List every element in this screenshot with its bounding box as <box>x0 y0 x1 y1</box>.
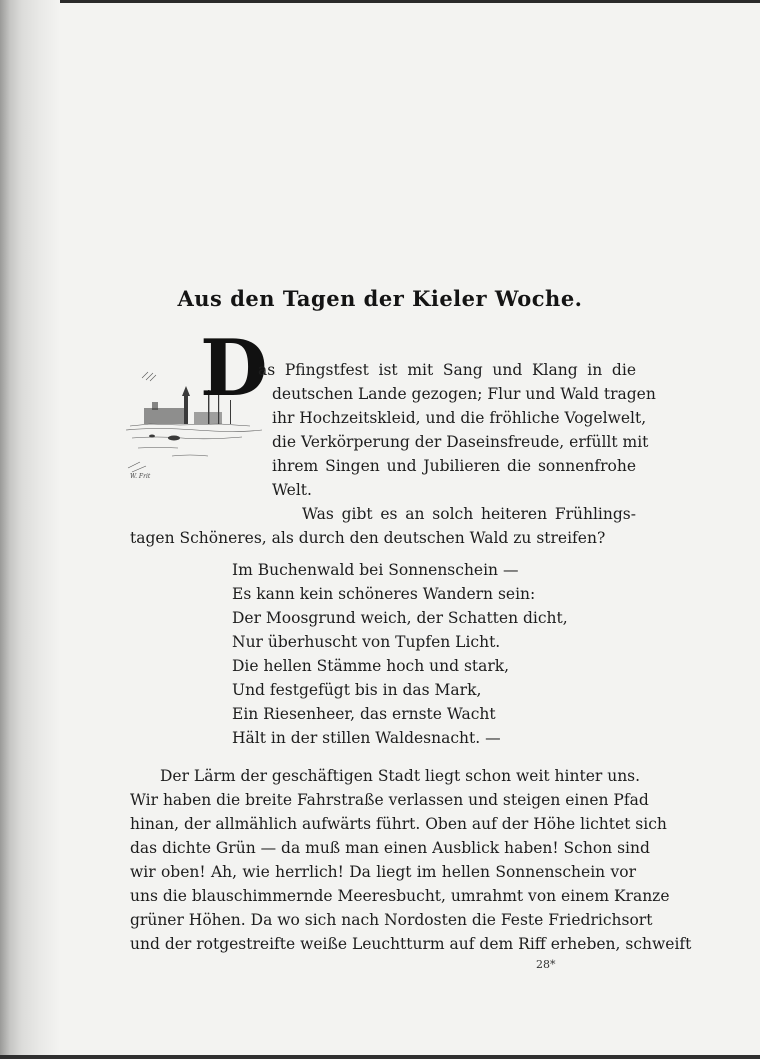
poem-line: Der Moosgrund weich, der Schatten dicht, <box>232 609 568 627</box>
poem-line: Es kann kein schöneres Wandern sein: <box>232 585 536 603</box>
paragraph-line: wir oben! Ah, wie herrlich! Da liegt im hellen Sonnenschein vor <box>130 863 636 881</box>
poem-line: Und festgefügt bis in das Mark, <box>232 681 482 699</box>
paragraph-line: Was gibt es an solch heiteren Frühlings- <box>302 505 636 523</box>
paragraph-line: deutschen Lande gezogen; Flur und Wald tragen <box>272 385 656 403</box>
svg-text:W. Frit: W. Frit <box>130 473 151 480</box>
page-top-edge <box>0 0 760 3</box>
paragraph-line: grüner Höhen. Da wo sich nach Nordosten die Feste Friedrichsort <box>130 911 653 929</box>
book-gutter-shadow <box>0 0 60 1059</box>
page-number: 28* <box>536 958 556 971</box>
paragraph-line: Wir haben die breite Fahrstraße verlassen und steigen einen Pfad <box>130 791 649 809</box>
paragraph-line: uns die blauschimmernde Meeresbucht, umrahmt von einem Kranze <box>130 887 670 905</box>
paragraph-line: das dichte Grün — da muß man einen Ausblick haben! Schon sind <box>130 839 650 857</box>
paragraph-line: Welt. <box>272 481 312 499</box>
paragraph-line: hinan, der allmählich aufwärts führt. Oben auf der Höhe lichtet sich <box>130 815 667 833</box>
paragraph-line: ihrem Singen und Jubilieren die sonnenfrohe <box>272 457 636 475</box>
paragraph-line: die Verkörperung der Daseinsfreude, erfüllt mit <box>272 433 649 451</box>
paragraph-line: und der rotgestreifte weiße Leuchtturm auf dem Riff erheben, schweift <box>130 935 692 953</box>
paragraph-line: Der Lärm der geschäftigen Stadt liegt schon weit hinter uns. <box>160 767 641 785</box>
chapter-title: Aus den Tagen der Kieler Woche. <box>177 286 583 311</box>
paragraph-line: as Pfingstfest ist mit Sang und Klang in die <box>258 361 636 379</box>
poem-line: Im Buchenwald bei Sonnenschein — <box>232 561 519 579</box>
page-bottom-edge <box>0 1055 760 1059</box>
paragraph-line: ihr Hochzeitskleid, und die fröhliche Vogelwelt, <box>272 409 647 427</box>
poem-line: Nur überhuscht von Tupfen Licht. <box>232 633 501 651</box>
poem-line: Ein Riesenheer, das ernste Wacht <box>232 705 496 723</box>
paragraph-line: tagen Schöneres, als durch den deutschen Wald zu streifen? <box>130 529 606 547</box>
drop-cap-letter: D <box>200 323 268 414</box>
poem-line: Die hellen Stämme hoch und stark, <box>232 657 510 675</box>
poem-line: Hält in der stillen Waldesnacht. — <box>232 729 501 747</box>
